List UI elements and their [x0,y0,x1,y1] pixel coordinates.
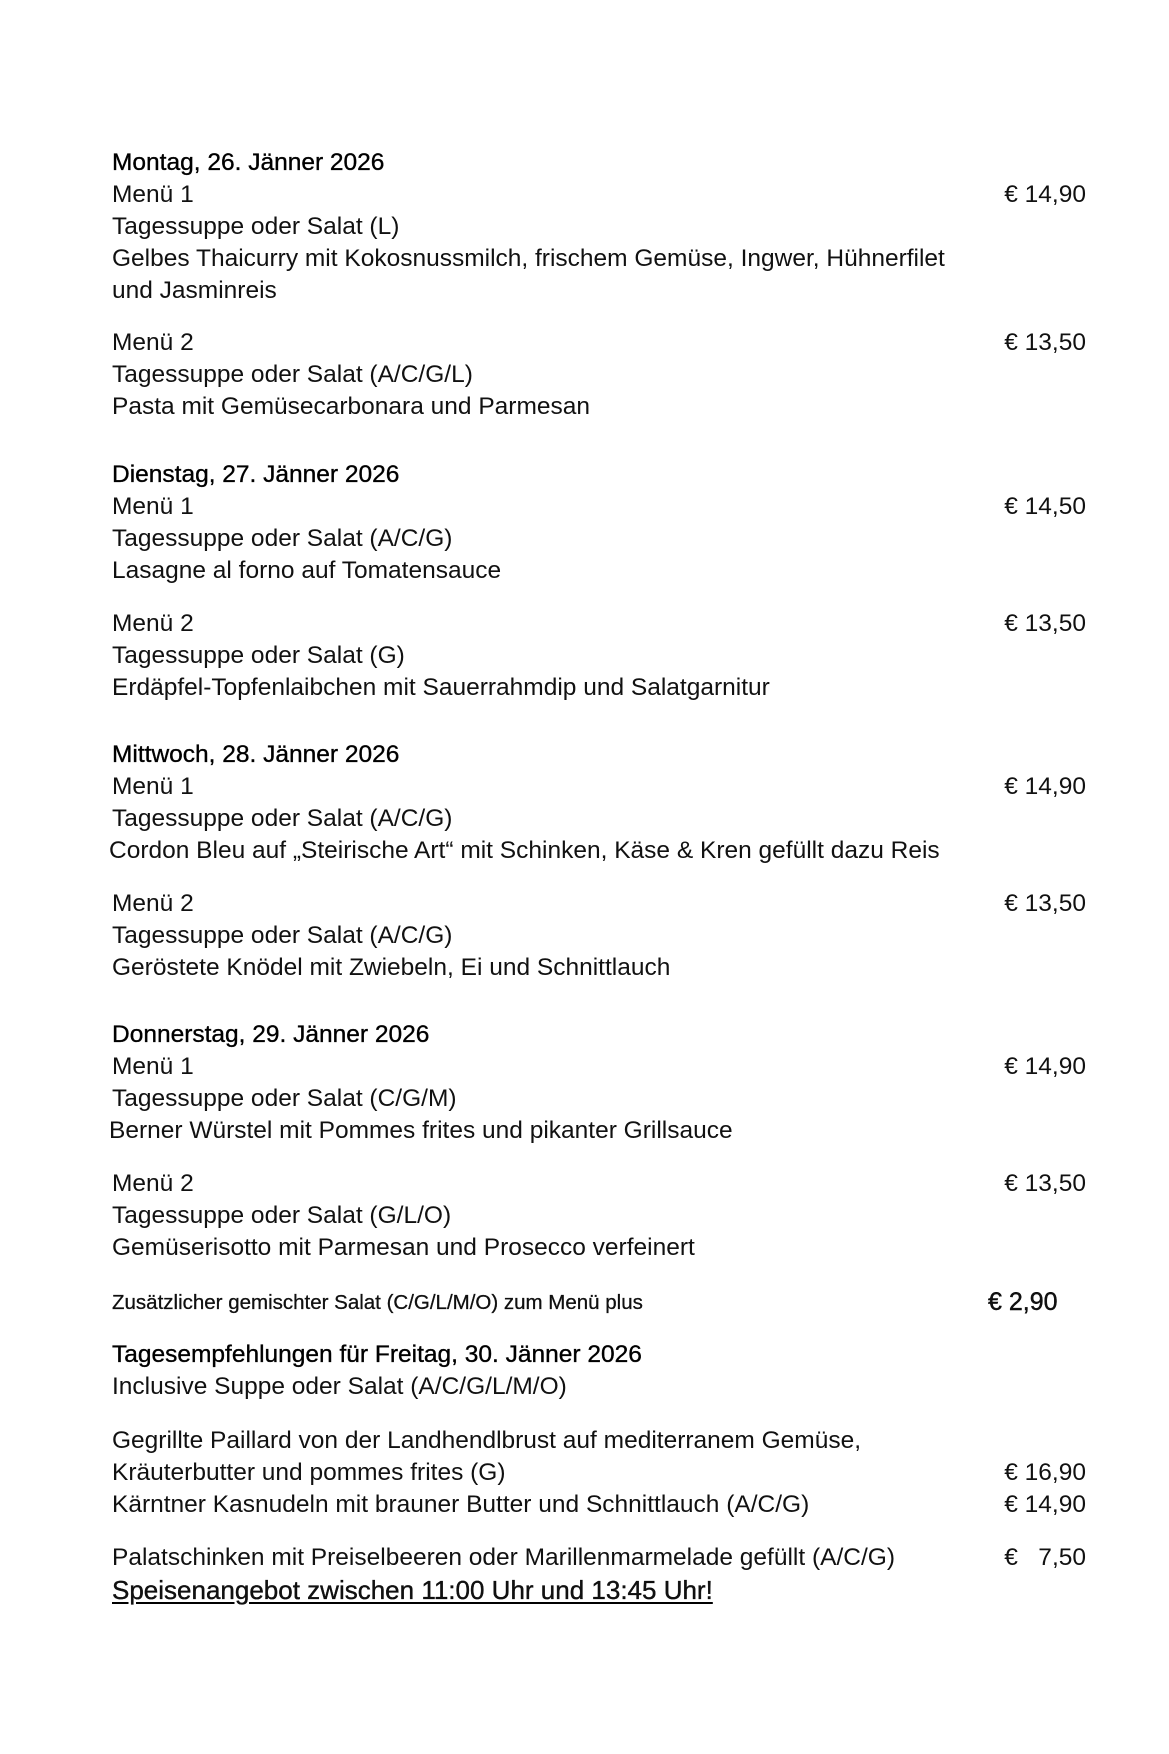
day-heading-dienstag: Dienstag, 27. Jänner 2026 [112,461,400,488]
friday-item-2-text: Kärntner Kasnudeln mit brauner Butter und Schnittlauch (A/C/G) [112,1491,810,1518]
dish-text: Lasagne al forno auf Tomatensauce [112,557,502,584]
soup-text: Tagessuppe oder Salat (G/L/O) [112,1202,452,1229]
menu-label: Menü 1 [112,181,194,208]
extra-salad-price: € 2,90 [988,1288,1058,1316]
soup-text: Tagessuppe oder Salat (C/G/M) [112,1085,457,1112]
friday-item-2-price: € 14,90 [1004,1491,1086,1518]
extra-salad-text: Zusätzlicher gemischter Salat (C/G/L/M/O) zum Menü plus [112,1291,643,1314]
friday-item-1-line1: Gegrillte Paillard von der Landhendlbrust auf mediterranem Gemüse, [112,1427,862,1454]
dish-text: Gelbes Thaicurry mit Kokosnussmilch, frischem Gemüse, Ingwer, Hühnerfilet [112,245,945,272]
soup-text: Tagessuppe oder Salat (A/C/G) [112,805,453,832]
friday-item-3-text: Palatschinken mit Preiselbeeren oder Marillenmarmelade gefüllt (A/C/G) [112,1544,895,1571]
soup-text: Tagessuppe oder Salat (L) [112,213,400,240]
dish-text: Berner Würstel mit Pommes frites und pikanter Grillsauce [109,1117,733,1144]
friday-subtitle: Inclusive Suppe oder Salat (A/C/G/L/M/O) [112,1373,567,1400]
day-heading-montag: Montag, 26. Jänner 2026 [112,149,385,176]
menu-label: Menü 2 [112,329,194,356]
menu-label: Menü 2 [112,1170,194,1197]
menu-price: € 14,90 [1004,1053,1086,1080]
dish-text: Gemüserisotto mit Parmesan und Prosecco verfeinert [112,1234,695,1261]
menu-price: € 13,50 [1004,610,1086,637]
menu-label: Menü 1 [112,1053,194,1080]
friday-item-3-price: € 7,50 [1004,1544,1086,1571]
friday-item-1-line2: Kräuterbutter und pommes frites (G) [112,1459,506,1486]
menu-label: Menü 1 [112,773,194,800]
friday-item-1-price: € 16,90 [1004,1459,1086,1486]
menu-price: € 13,50 [1004,890,1086,917]
dish-text: Pasta mit Gemüsecarbonara und Parmesan [112,393,590,420]
dish-text: Geröstete Knödel mit Zwiebeln, Ei und Schnittlauch [112,954,671,981]
menu-label: Menü 2 [112,890,194,917]
menu-label: Menü 1 [112,493,194,520]
friday-heading: Tagesempfehlungen für Freitag, 30. Jänner 2026 [112,1341,642,1368]
menu-price: € 14,90 [1004,773,1086,800]
dish-text: Cordon Bleu auf „Steirische Art“ mit Schinken, Käse & Kren gefüllt dazu Reis [109,837,940,864]
service-hours-note: Speisenangebot zwischen 11:00 Uhr und 13:45 Uhr! [112,1575,713,1605]
soup-text: Tagessuppe oder Salat (A/C/G) [112,922,453,949]
dish-text-cont: und Jasminreis [112,277,277,304]
menu-label: Menü 2 [112,610,194,637]
day-heading-mittwoch: Mittwoch, 28. Jänner 2026 [112,741,400,768]
soup-text: Tagessuppe oder Salat (A/C/G/L) [112,361,473,388]
menu-price: € 14,50 [1004,493,1086,520]
soup-text: Tagessuppe oder Salat (A/C/G) [112,525,453,552]
menu-price: € 13,50 [1004,1170,1086,1197]
day-heading-donnerstag: Donnerstag, 29. Jänner 2026 [112,1021,430,1048]
menu-price: € 13,50 [1004,329,1086,356]
soup-text: Tagessuppe oder Salat (G) [112,642,405,669]
menu-price: € 14,90 [1004,181,1086,208]
dish-text: Erdäpfel-Topfenlaibchen mit Sauerrahmdip und Salatgarnitur [112,674,770,701]
